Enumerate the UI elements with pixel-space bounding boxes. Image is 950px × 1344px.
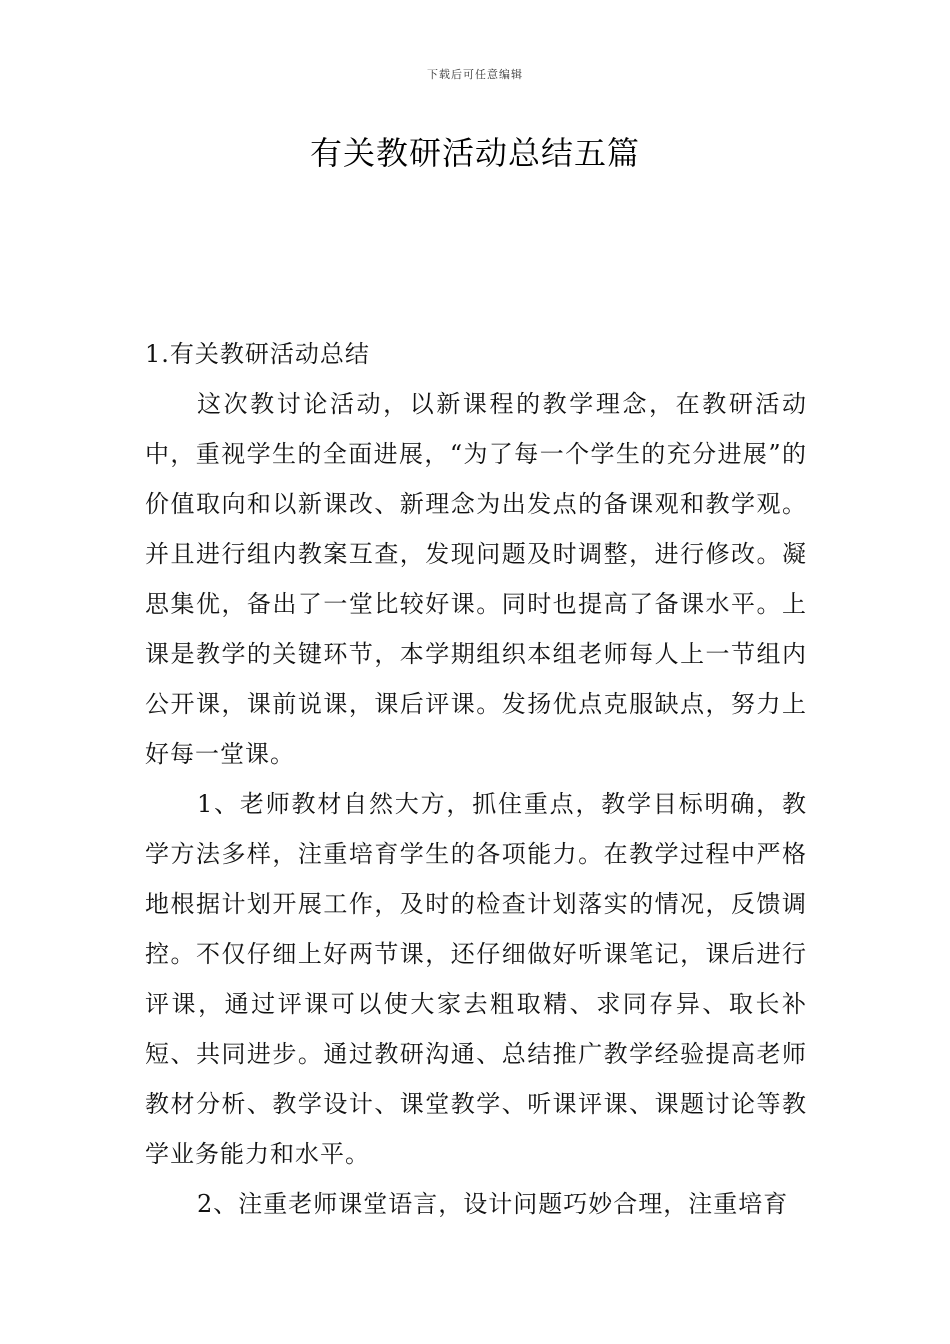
document-body xyxy=(145,329,807,1229)
section-heading: 1.有关教研活动总结 xyxy=(145,340,370,368)
paragraph-point-2: 2、注重老师课堂语言，设计问题巧妙合理，注重培育 xyxy=(197,1190,789,1218)
header-note: 下载后可任意编辑 xyxy=(427,68,523,81)
document-title: 有关教研活动总结五篇 xyxy=(309,134,640,172)
paragraph-intro: 这次教讨论活动，以新课程的教学理念，在教研活动中，重视学生的全面进展，“为了每一个学生的充分进展”的价值取向和以新课改、新理念为出发点的备课观和教学观。并且进行组内教案互查，发现问题及时调整，进行修改。凝思集优，备出了一堂比较好课。同时也提高了备课水平。上课是教学的关键环节，本学期组织本组老师每人上一节组内公开课，课前说课，课后评课。发扬优点克服缺点，努力上好每一堂课。 xyxy=(145,390,807,768)
paragraph-point-1: 1、老师教材自然大方，抓住重点，教学目标明确，教学方法多样，注重培育学生的各项能力。在教学过程中严格地根据计划开展工作，及时的检查计划落实的情况，反馈调控。不仅仔细上好两节课，还仔细做好听课笔记，课后进行评课，通过评课可以使大家去粗取精、求同存异、取长补短、共同进步。通过教研沟通、总结推广教学经验提高老师教材分析、教学设计、课堂教学、听课评课、课题讨论等教学业务能力和水平。 xyxy=(145,790,807,1168)
